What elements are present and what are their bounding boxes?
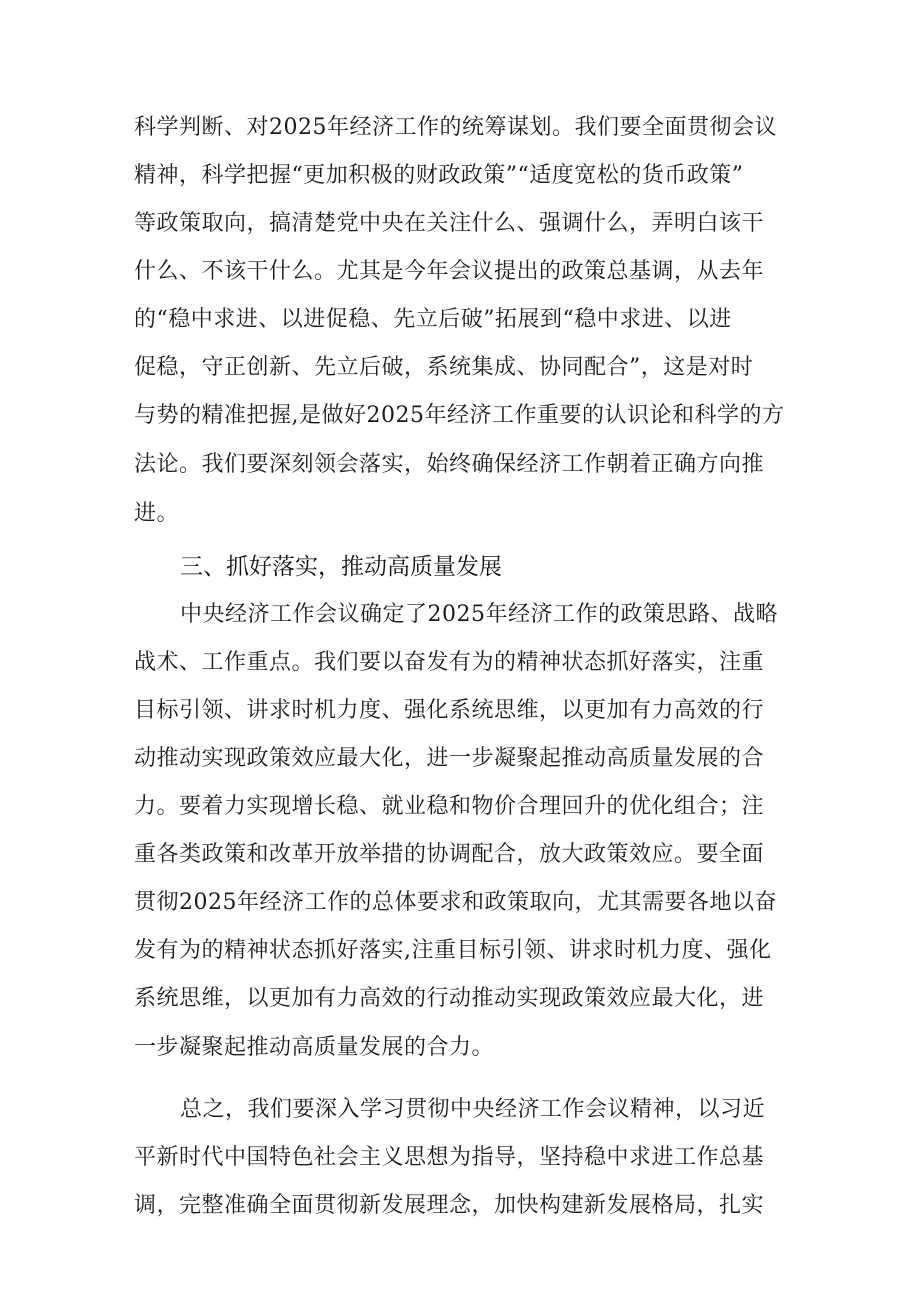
paragraph-line: 平新时代中国特色社会主义思想为指导，坚持稳中求进工作总基 bbox=[134, 1145, 765, 1170]
paragraph-line: 与势的精准把握,是做好2025年经济工作重要的认识论和科学的方 bbox=[134, 403, 785, 428]
paragraph-line: 的“稳中求进、以进促稳、先立后破”拓展到“稳中求进、以进 bbox=[134, 307, 732, 332]
paragraph-line: 等政策取向，搞清楚党中央在关注什么、强调什么，弄明白该干 bbox=[134, 211, 765, 236]
paragraph-line: 法论。我们要深刻领会落实，始终确保经济工作朝着正确方向推 bbox=[134, 452, 765, 477]
paragraph-line: 促稳，守正创新、先立后破，系统集成、协同配合”，这是对时 bbox=[134, 355, 754, 380]
paragraph-line: 贯彻2025年经济工作的总体要求和政策取向，尤其需要各地以奋 bbox=[134, 890, 777, 915]
paragraph-line: 进。 bbox=[134, 501, 180, 526]
paragraph-line: 目标引领、讲求时机力度、强化系统思维，以更加有力高效的行 bbox=[134, 698, 765, 723]
paragraph-line: 发有为的精神状态抓好落实,注重目标引领、讲求时机力度、强化 bbox=[134, 938, 772, 963]
paragraph-line: 力。要着力实现增长稳、就业稳和物价合理回升的优化组合；注 bbox=[134, 794, 765, 819]
paragraph-line: 什么、不该干什么。尤其是今年会议提出的政策总基调，从去年 bbox=[134, 259, 765, 284]
paragraph-line: 动推动实现政策效应最大化，进一步凝聚起推动高质量发展的合 bbox=[134, 746, 765, 771]
paragraph-line: 调，完整准确全面贯彻新发展理念，加快构建新发展格局，扎实 bbox=[134, 1193, 765, 1218]
paragraph-line: 一步凝聚起推动高质量发展的合力。 bbox=[134, 1035, 495, 1060]
paragraph-line: 总之，我们要深入学习贯彻中央经济工作会议精神，以习近 bbox=[180, 1097, 766, 1122]
paragraph-line: 战术、工作重点。我们要以奋发有为的精神状态抓好落实，注重 bbox=[134, 650, 765, 675]
paragraph-line: 系统思维，以更加有力高效的行动推动实现政策效应最大化，进 bbox=[134, 986, 765, 1011]
paragraph-line: 精神，科学把握“更加积极的财政政策”“适度宽松的货币政策” bbox=[134, 163, 744, 188]
paragraph-line: 中央经济工作会议确定了2025年经济工作的政策思路、战略 bbox=[180, 602, 778, 627]
section-heading: 三、抓好落实，推动高质量发展 bbox=[180, 554, 502, 580]
paragraph-line: 重各类政策和改革开放举措的协调配合，放大政策效应。要全面 bbox=[134, 842, 765, 867]
paragraph-line: 科学判断、对2025年经济工作的统筹谋划。我们要全面贯彻会议 bbox=[134, 115, 777, 140]
